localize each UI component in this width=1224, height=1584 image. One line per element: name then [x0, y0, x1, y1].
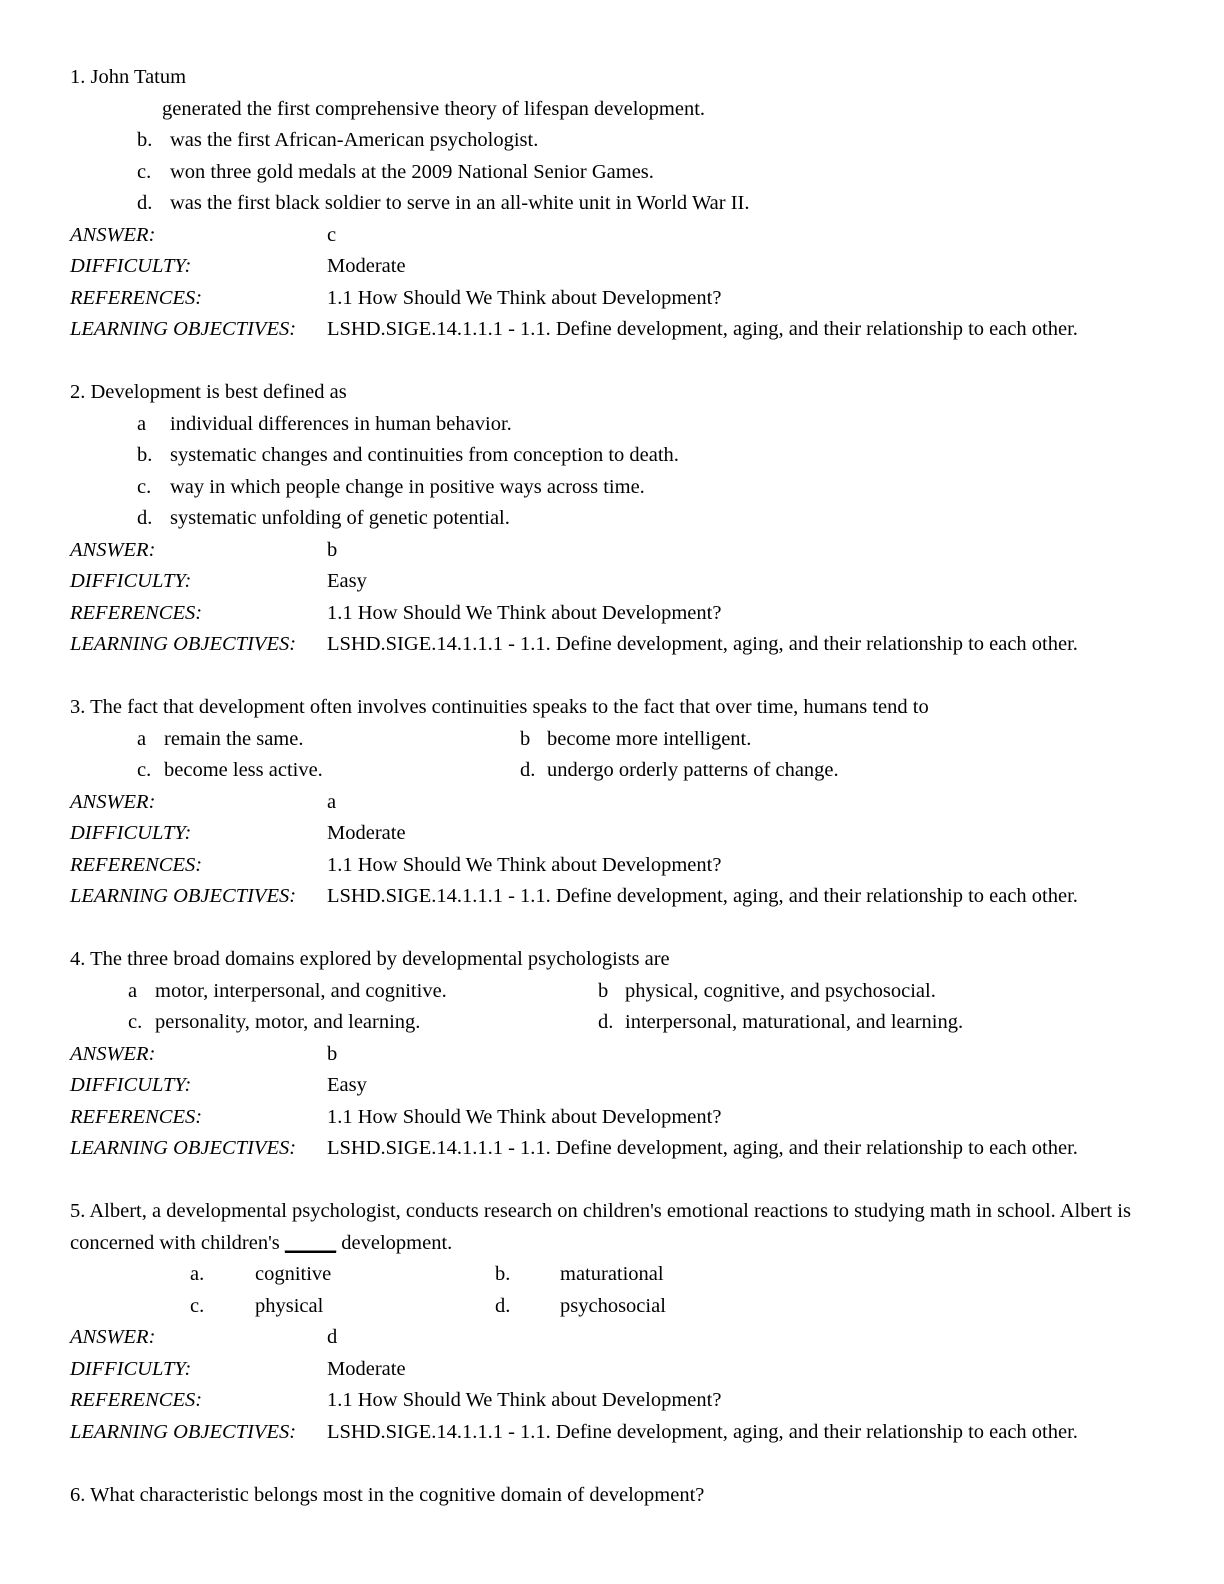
metadata-2 — [70, 535, 1150, 661]
option-row-3c[interactable] — [70, 755, 520, 787]
option-letter-4c: c. — [128, 1011, 143, 1033]
option-letter-3a: a — [137, 727, 147, 750]
objectives-row-1 — [70, 314, 1150, 346]
option-row-2a[interactable] — [70, 409, 1150, 441]
option-text-1c: won three gold medals at the 2009 National Senior Games. — [170, 160, 654, 183]
option-row-5b[interactable] — [495, 1259, 1150, 1291]
answer-row-5 — [70, 1322, 1150, 1354]
metadata-4 — [70, 1039, 1150, 1165]
option-letter-2a: a — [137, 412, 147, 435]
option-row-1a[interactable] — [70, 94, 1150, 126]
objectives-value-1: LSHD.SIGE.14.1.1.1 - 1.1. Define development, aging, and their relationship to each other. — [327, 318, 1078, 340]
objectives-value-3: LSHD.SIGE.14.1.1.1 - 1.1. Define development, aging, and their relationship to each other. — [327, 885, 1078, 907]
option-letter-2c: c. — [137, 475, 152, 498]
option-text-3d: undergo orderly patterns of change. — [547, 759, 839, 781]
references-label: REFERENCES: — [70, 601, 203, 624]
option-letter-5a: a. — [190, 1263, 205, 1285]
metadata-1 — [70, 220, 1150, 346]
block-spacer — [70, 1448, 1150, 1480]
option-text-3b: become more intelligent. — [547, 727, 752, 750]
metadata-3 — [70, 787, 1150, 913]
answer-row-2 — [70, 535, 1150, 567]
option-letter-2d: d. — [137, 507, 153, 529]
objectives-row-4 — [70, 1133, 1150, 1165]
references-row-3 — [70, 850, 1150, 882]
references-value-2: 1.1 How Should We Think about Development? — [327, 601, 722, 624]
block-spacer — [70, 913, 1150, 945]
option-row-3a[interactable] — [70, 724, 520, 756]
option-row-4a[interactable] — [70, 976, 598, 1008]
option-letter-5d: d. — [495, 1294, 511, 1317]
difficulty-value-4: Easy — [327, 1074, 367, 1096]
difficulty-label: DIFFICULTY: — [70, 255, 192, 277]
objectives-row-5 — [70, 1417, 1150, 1449]
references-value-1: 1.1 How Should We Think about Development? — [327, 286, 722, 309]
difficulty-value-5: Moderate — [327, 1357, 406, 1380]
references-row-2 — [70, 598, 1150, 630]
option-letter-1c: c. — [137, 160, 152, 183]
option-text-4c: personality, motor, and learning. — [155, 1011, 421, 1033]
block-spacer — [70, 661, 1150, 693]
option-text-5a: cognitive — [255, 1263, 332, 1285]
option-row-4c[interactable] — [70, 1007, 598, 1039]
difficulty-label: DIFFICULTY: — [70, 570, 192, 592]
answer-value-1: c — [327, 223, 337, 246]
question-stem-3: 3. The fact that development often involves continuities speaks to the fact that over time, humans tend to — [70, 696, 929, 718]
option-text-3a: remain the same. — [164, 727, 304, 750]
references-label: REFERENCES: — [70, 1389, 203, 1411]
question-stem-4: 4. The three broad domains explored by developmental psychologists are — [70, 948, 670, 970]
difficulty-label: DIFFICULTY: — [70, 1357, 192, 1380]
option-letter-4a: a — [128, 979, 138, 1002]
metadata-5 — [70, 1322, 1150, 1448]
option-text-3c: become less active. — [164, 759, 323, 781]
question-blank-5: _____ — [284, 1231, 337, 1254]
difficulty-label: DIFFICULTY: — [70, 822, 192, 844]
references-label: REFERENCES: — [70, 286, 203, 309]
option-row-2c[interactable] — [70, 472, 1150, 504]
answer-label: ANSWER: — [70, 223, 156, 246]
references-value-5: 1.1 How Should We Think about Development? — [327, 1389, 722, 1411]
option-text-2c: way in which people change in positive ways across time. — [170, 475, 645, 498]
references-row-5 — [70, 1385, 1150, 1417]
references-value-4: 1.1 How Should We Think about Development? — [327, 1105, 722, 1128]
options-list-5 — [70, 1259, 1150, 1322]
question-stem-5-part2: development. — [336, 1231, 453, 1254]
objectives-value-2: LSHD.SIGE.14.1.1.1 - 1.1. Define development, aging, and their relationship to each other. — [327, 633, 1078, 655]
option-row-4b[interactable] — [598, 976, 1150, 1008]
objectives-label: LEARNING OBJECTIVES: — [70, 318, 297, 340]
difficulty-value-3: Moderate — [327, 822, 406, 844]
references-label: REFERENCES: — [70, 853, 203, 876]
answer-row-4 — [70, 1039, 1150, 1071]
option-row-2b[interactable] — [70, 440, 1150, 472]
block-spacer — [70, 1165, 1150, 1197]
option-text-5c: physical — [255, 1294, 324, 1317]
options-list-2 — [70, 409, 1150, 535]
option-text-5b: maturational — [560, 1263, 664, 1285]
objectives-label: LEARNING OBJECTIVES: — [70, 885, 297, 907]
answer-value-4: b — [327, 1042, 338, 1065]
question-stem-1: 1. John Tatum — [70, 66, 187, 88]
option-text-2b: systematic changes and continuities from conception to death. — [170, 444, 679, 466]
option-row-1d[interactable] — [70, 188, 1150, 220]
difficulty-row-4 — [70, 1070, 1150, 1102]
option-row-1c[interactable] — [70, 157, 1150, 189]
options-list-1 — [70, 94, 1150, 220]
option-letter-4b: b — [598, 979, 609, 1002]
option-letter-5b: b. — [495, 1263, 511, 1285]
option-row-2d[interactable] — [70, 503, 1150, 535]
option-text-5d: psychosocial — [560, 1294, 666, 1317]
option-row-5a[interactable] — [70, 1259, 495, 1291]
option-row-3d[interactable] — [520, 755, 1150, 787]
objectives-value-5: LSHD.SIGE.14.1.1.1 - 1.1. Define development, aging, and their relationship to each other. — [327, 1420, 1078, 1443]
difficulty-row-5 — [70, 1354, 1150, 1386]
option-row-3b[interactable] — [520, 724, 1150, 756]
option-text-4b: physical, cognitive, and psychosocial. — [625, 979, 936, 1002]
option-text-1b: was the first African-American psychologist. — [170, 129, 539, 151]
difficulty-label: DIFFICULTY: — [70, 1074, 192, 1096]
objectives-label: LEARNING OBJECTIVES: — [70, 1420, 297, 1443]
answer-label: ANSWER: — [70, 538, 156, 561]
question-block-3 — [70, 692, 1150, 913]
option-text-2a: individual differences in human behavior. — [170, 412, 512, 435]
references-label: REFERENCES: — [70, 1105, 203, 1128]
option-text-4a: motor, interpersonal, and cognitive. — [155, 979, 447, 1002]
options-list-3 — [70, 724, 1150, 787]
answer-row-1 — [70, 220, 1150, 252]
block-spacer — [70, 346, 1150, 378]
references-row-1 — [70, 283, 1150, 315]
difficulty-row-1 — [70, 251, 1150, 283]
option-letter-1b: b. — [137, 129, 153, 151]
options-list-4 — [70, 976, 1150, 1039]
option-row-5c[interactable] — [70, 1291, 495, 1323]
option-row-5d[interactable] — [495, 1291, 1150, 1323]
question-block-1 — [70, 62, 1150, 346]
question-block-6 — [70, 1480, 1150, 1512]
answer-label: ANSWER: — [70, 1326, 156, 1348]
difficulty-row-3 — [70, 818, 1150, 850]
page-content — [70, 62, 1150, 1511]
objectives-label: LEARNING OBJECTIVES: — [70, 1137, 297, 1159]
question-stem-5-part1: 5. Albert, a developmental psychologist, conducts research on children's emotional reactions to studying math in school. Albert is concerned with children's — [70, 1200, 1131, 1254]
answer-label: ANSWER: — [70, 1042, 156, 1065]
references-row-4 — [70, 1102, 1150, 1134]
question-stem-6: 6. What characteristic belongs most in the cognitive domain of development? — [70, 1483, 705, 1506]
question-stem-2: 2. Development is best defined as — [70, 381, 347, 403]
difficulty-row-2 — [70, 566, 1150, 598]
option-text-1d: was the first black soldier to serve in an all-white unit in World War II. — [170, 192, 750, 214]
question-stem-5 — [70, 1196, 1150, 1259]
question-block-2 — [70, 377, 1150, 661]
option-letter-3d: d. — [520, 759, 536, 781]
references-value-3: 1.1 How Should We Think about Development? — [327, 853, 722, 876]
option-letter-3b: b — [520, 727, 531, 750]
option-letter-3c: c. — [137, 759, 152, 781]
objectives-value-4: LSHD.SIGE.14.1.1.1 - 1.1. Define development, aging, and their relationship to each other. — [327, 1137, 1078, 1159]
option-letter-4d: d. — [598, 1011, 614, 1033]
option-text-4d: interpersonal, maturational, and learning. — [625, 1011, 964, 1033]
answer-row-3 — [70, 787, 1150, 819]
difficulty-value-1: Moderate — [327, 255, 406, 277]
question-block-4 — [70, 944, 1150, 1165]
objectives-row-3 — [70, 881, 1150, 913]
objectives-row-2 — [70, 629, 1150, 661]
option-row-1b[interactable] — [70, 125, 1150, 157]
answer-label: ANSWER: — [70, 790, 156, 813]
question-block-5 — [70, 1196, 1150, 1448]
answer-value-5: d — [327, 1326, 338, 1348]
option-letter-1d: d. — [137, 192, 153, 214]
option-letter-5c: c. — [190, 1294, 205, 1317]
option-text-1a: generated the first comprehensive theory of lifespan development. — [162, 97, 706, 120]
option-text-2d: systematic unfolding of genetic potential. — [170, 507, 510, 529]
objectives-label: LEARNING OBJECTIVES: — [70, 633, 297, 655]
difficulty-value-2: Easy — [327, 570, 367, 592]
answer-value-3: a — [327, 790, 337, 813]
option-row-4d[interactable] — [598, 1007, 1150, 1039]
option-letter-2b: b. — [137, 444, 153, 466]
answer-value-2: b — [327, 538, 338, 561]
